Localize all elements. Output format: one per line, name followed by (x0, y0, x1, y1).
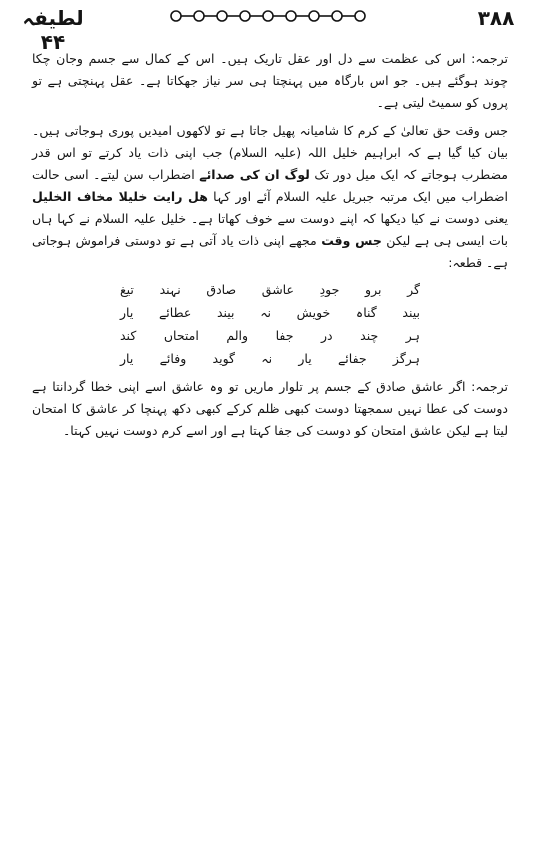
running-title: لطیفہ ۴۴ (22, 6, 84, 54)
poem-verse: گر برو جودِ عاشق صادق نہند تیغ (120, 282, 420, 297)
poem-couplet (120, 278, 420, 370)
page-header (0, 0, 540, 54)
ornament-divider-icon (168, 8, 372, 24)
body-text (32, 48, 508, 442)
paragraph-translation-2: ترجمہ: اگر عاشق صادق کے جسم پر تلوار ماریں تو وہ عاشق اسے اپنی خطا گردانتا ہے دوست کی عطا نہیں سمجھتا دوست کبھی ظلم کرکے کبھی دکھ پہنچا کر عاشق کا امتحان لیتا ہے لیکن عاشق امتحان کو دوست کی جفا کہتا ہے اور اسے کرم دوست نہیں کہتا۔ (32, 379, 508, 438)
page-number: ۳۸۸ (477, 6, 515, 30)
paragraph-story: جس وقت حق تعالیٰ کے کرم کا شامیانہ پھیل جاتا ہے تو لاکھوں امیدیں پوری ہوجاتی ہیں۔ بیان کیا گیا ہے کہ ابراہیم خلیل اللہ (علیہ السلام) جب اپنی ذات یاد کرتے تو اس قدر مضطرب ہوجاتے کہ ایک میل دور تک لوگ ان کی صدائے اضطراب سن لیتے۔ اسی حالت اضطراب میں ایک مرتبہ جبریل علیہ السلام آئے اور کہا هل رایت خلیلا مخاف الخلیل یعنی دوست نے کیا دیکھا کہ اپنے دوست سے خوف کھاتا ہے۔ خلیل علیہ السلام نے کہا ہاں بات ایسی ہی ہے لیکن جس وقت مجھے اپنی ذات یاد آتی ہے تو دوستی فراموش ہوجاتی ہے۔ قطعہ: (32, 123, 509, 270)
poem-verse: بیند گناہ خویش نہ بیند عطائے یار (120, 305, 420, 320)
paragraph-translation-1: ترجمہ: اس کی عظمت سے دل اور عقل تاریک ہیں۔ اس کے کمال سے جسم وجان چکا چوند ہوگئے ہیں۔ جو اس بارگاہ میں پہنچتا ہی سر نیاز جھکاتا ہے۔ عقل پہنچتی ہے تو پروں کو سمیٹ لیتی ہے۔ (32, 51, 508, 110)
emphasized-phrase: لوگ ان کی صدائے (199, 167, 310, 182)
poem-verse: ہرگز جفائے یار نہ گوید وفائے یار (120, 351, 420, 366)
emphasized-phrase: جس وقت (321, 233, 382, 248)
poem-verse: ہر چند در جفا والم امتحاں کند (120, 328, 420, 343)
emphasized-phrase: هل رایت خلیلا مخاف الخلیل (32, 189, 208, 204)
poem-quatrain (32, 278, 508, 370)
